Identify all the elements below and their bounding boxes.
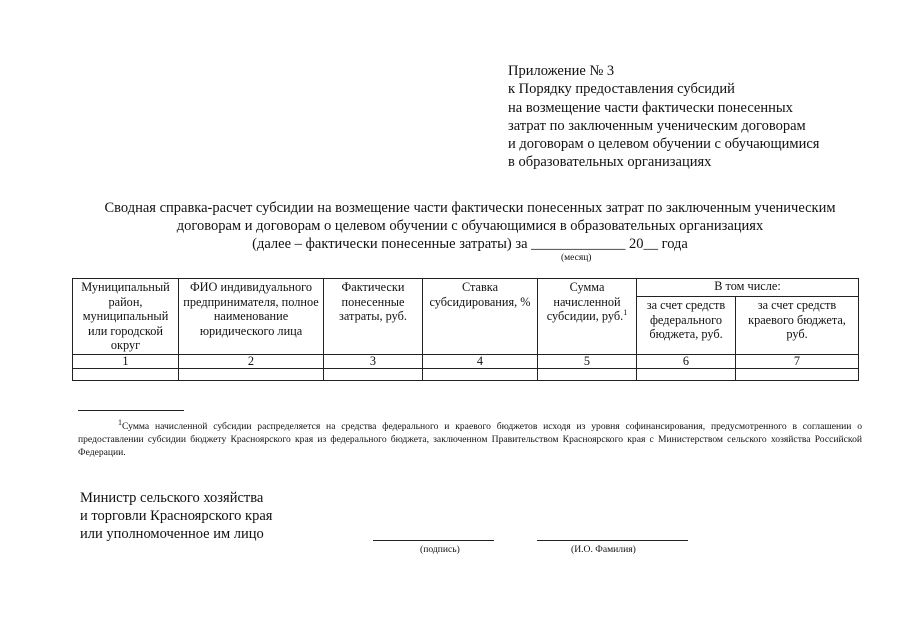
minister-line: или уполномоченное им лицо [80, 526, 264, 542]
footnote-ref: 1 [623, 307, 628, 317]
empty-cell [538, 368, 637, 380]
column-number: 1 [73, 354, 179, 368]
minister-block [80, 489, 272, 543]
header-cell-name: ФИО индивидуального предпринимателя, полное наименование юридического лица [179, 279, 324, 355]
header-cell-municipality: Муниципальный район, муниципальный или городской округ [73, 279, 179, 355]
empty-cell [324, 368, 423, 380]
empty-cell [423, 368, 538, 380]
title-line: (далее – фактически понесенные затраты) за _____________ 20__ года [252, 236, 688, 252]
title-line: договорам и договорам о целевом обучении с обучающимися в образовательных организациях [176, 218, 764, 234]
title-line: Сводная справка-расчет субсидии на возмещение части фактически понесенных затрат по заключенным ученическим [104, 200, 836, 216]
name-line [537, 540, 688, 541]
header-cell-subsidy-sum [538, 279, 637, 355]
footnote-marker: 1 [118, 417, 122, 427]
appendix-line: на возмещение части фактически понесенных [508, 99, 793, 116]
appendix-line: и договорам о целевом обучении с обучающимися [508, 136, 820, 153]
header-cell-federal: за счет средств федерального бюджета, руб. [637, 297, 736, 354]
document-title [40, 199, 900, 253]
subsidy-sum-label: Сумма начисленной субсидии, руб. [546, 280, 624, 323]
header-cell-regional: за счет средств краевого бюджета, руб. [736, 297, 859, 354]
signature-label: (подпись) [420, 544, 460, 555]
column-number: 7 [736, 354, 859, 368]
header-cell-including: В том числе: [637, 279, 859, 297]
empty-cell [73, 368, 179, 380]
name-label: (И.О. Фамилия) [571, 544, 636, 555]
column-number: 2 [179, 354, 324, 368]
column-number: 5 [538, 354, 637, 368]
footnote-text: Сумма начисленной субсидии распределяется на средства федерального и краевого бюджетов исходя из уровня софинансирования, предусмотренного в соглашении о предоставлении субсидии бюджету Красноярского края из федерального бюджета, заключенном Правительством Красноярского края с Министерством сельского хозяйства Российской Федерации. [78, 421, 862, 458]
appendix-line: к Порядку предоставления субсидий [508, 81, 735, 98]
appendix-header [508, 62, 819, 172]
month-note: (месяц) [561, 253, 592, 263]
header-row [73, 279, 859, 297]
empty-cell [736, 368, 859, 380]
appendix-line: затрат по заключенным ученическим договорам [508, 117, 806, 134]
empty-cell [637, 368, 736, 380]
column-numbers-row [73, 354, 859, 368]
column-number: 3 [324, 354, 423, 368]
footnote [78, 417, 862, 459]
signature-line [373, 540, 494, 541]
footnote-divider [78, 410, 184, 411]
column-number: 4 [423, 354, 538, 368]
header-cell-actual-costs: Фактически понесенные затраты, руб. [324, 279, 423, 355]
appendix-line: Приложение № 3 [508, 63, 615, 79]
column-number: 6 [637, 354, 736, 368]
header-cell-rate: Ставка субсидирования, % [423, 279, 538, 355]
subsidy-table [72, 278, 859, 381]
empty-cell [179, 368, 324, 380]
appendix-line: в образовательных организациях [508, 154, 712, 171]
minister-line: и торговли Красноярского края [80, 508, 273, 524]
minister-line: Министр сельского хозяйства [80, 490, 264, 506]
empty-data-row [73, 368, 859, 380]
